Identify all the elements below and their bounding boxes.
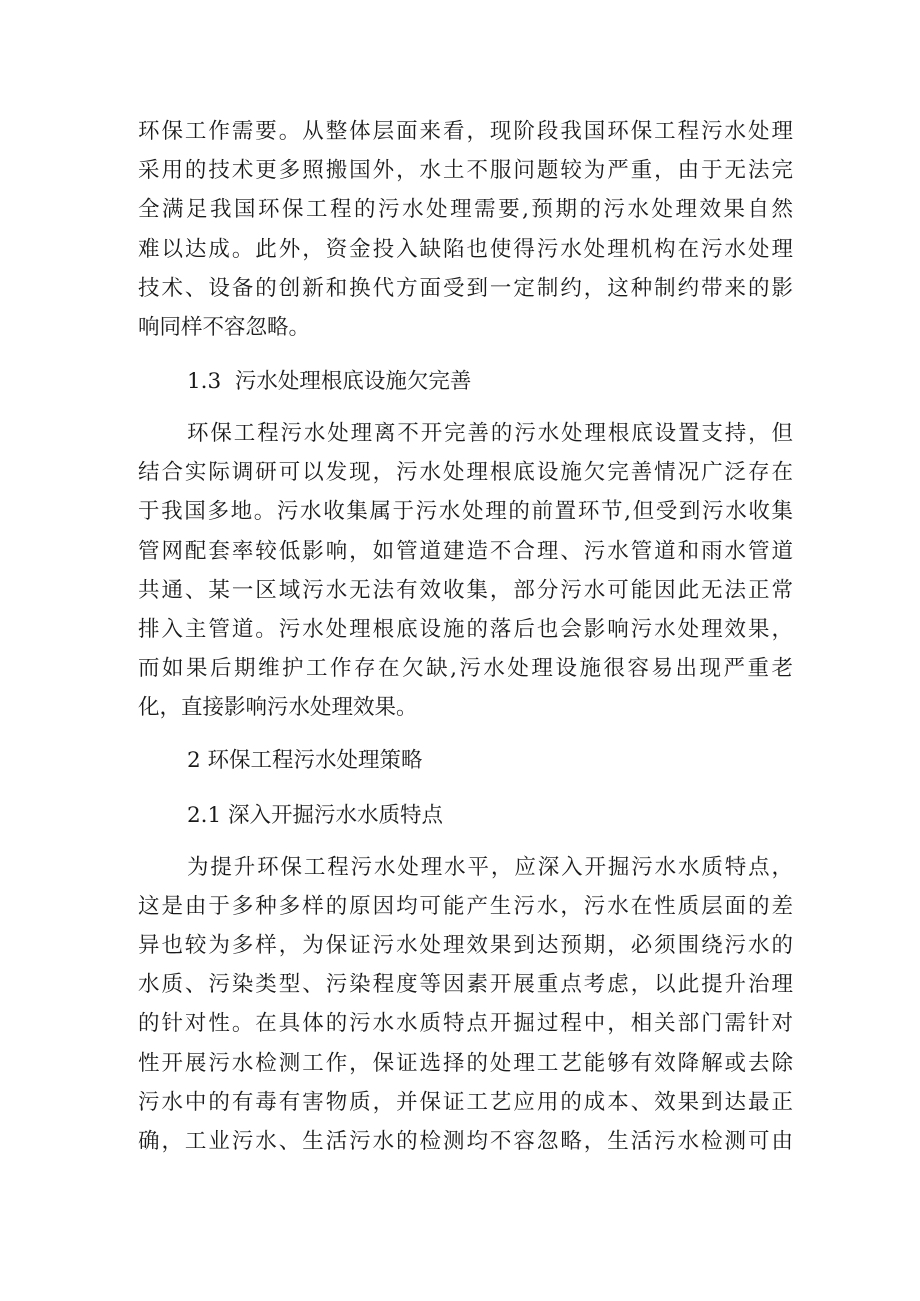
paragraph-2-line-4: 管网配套率较低影响，如管道建造不合理、污水管道和雨水管道: [138, 539, 793, 564]
paragraph-2-line-5: 共通、某一区域污水无法有效收集，部分污水可能因此无法正常: [138, 578, 793, 603]
paragraph-3-line-3: 异也较为多样，为保证污水处理效果到达预期，必须围绕污水的: [138, 933, 793, 958]
paragraph-3-line-7: 污水中的有毒有害物质，并保证工艺应用的成本、效果到达最正: [138, 1090, 793, 1115]
paragraph-3-line-5: 的针对性。在具体的污水水质特点开掘过程中，相关部门需针对: [138, 1011, 793, 1036]
paragraph-1-line-4: 难以达成。此外，资金投入缺陷也使得污水处理机构在污水处理: [138, 237, 793, 262]
paragraph-2-line-6: 排入主管道。污水处理根底设施的落后也会影响污水处理效果，: [138, 617, 793, 642]
paragraph-3-line-2: 这是由于多种多样的原因均可能产生污水，污水在性质层面的差: [138, 894, 793, 919]
paragraph-1-line-6: 响同样不容忽略。: [138, 315, 311, 340]
paragraph-1-line-5: 技术、设备的创新和换代方面受到一定制约，这种制约带来的影: [138, 276, 793, 301]
paragraph-2-line-3: 于我国多地。污水收集属于污水处理的前置环节,但受到污水收集: [138, 499, 793, 524]
section-heading-2-1: 2.1 深入开掘污水水质特点: [187, 803, 444, 828]
section-heading-2: 2 环保工程污水处理策略: [187, 748, 423, 773]
paragraph-2-line-7: 而如果后期维护工作存在欠缺,污水处理设施很容易出现严重老: [138, 656, 793, 681]
paragraph-3-line-6: 性开展污水检测工作，保证选择的处理工艺能够有效降解或去除: [138, 1051, 793, 1076]
paragraph-2-line-8: 化，直接影响污水处理效果。: [138, 695, 418, 720]
paragraph-3-line-4: 水质、污染类型、污染程度等因素开展重点考虑，以此提升治理: [138, 972, 793, 997]
paragraph-1-line-3: 全满足我国环保工程的污水处理需要,预期的污水处理效果自然: [138, 197, 793, 222]
paragraph-1-line-2: 采用的技术更多照搬国外，水土不服问题较为严重，由于无法完: [138, 158, 793, 183]
paragraph-3-line-1: 为提升环保工程污水处理水平，应深入开掘污水水质特点，: [187, 855, 793, 880]
paragraph-2-line-2: 结合实际调研可以发现，污水处理根底设施欠完善情况广泛存在: [138, 460, 793, 485]
section-heading-1-3: 1.3 污水处理根底设施欠完善: [187, 369, 472, 394]
paragraph-1-line-1: 环保工作需要。从整体层面来看，现阶段我国环保工程污水处理: [138, 119, 793, 144]
paragraph-3-line-8: 确，工业污水、生活污水的检测均不容忽略，生活污水检测可由: [138, 1129, 793, 1154]
paragraph-2-line-1: 环保工程污水处理离不开完善的污水处理根底设置支持，但: [187, 421, 793, 446]
